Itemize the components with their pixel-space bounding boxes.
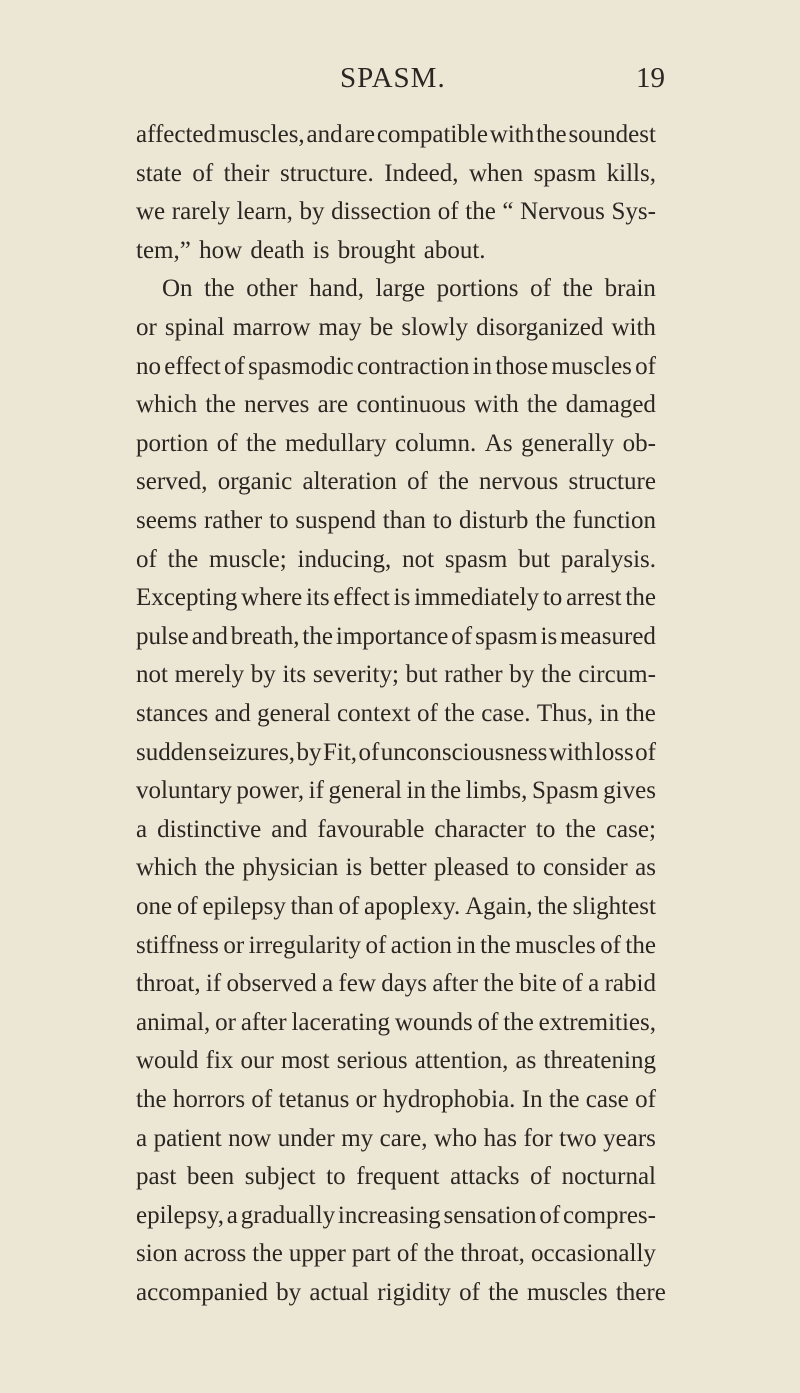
text-line: tem,” how death is brought about. <box>136 236 486 264</box>
text-line: pulse and breath, the importance of spasm is measured <box>136 622 656 650</box>
text-line: stiffness or irregularity of action in the muscles of the <box>136 931 656 959</box>
text-line: past been subject to frequent attacks of nocturnal <box>136 1163 656 1191</box>
text-line: which the nerves are continuous with the damaged <box>136 391 656 419</box>
text-line: Excepting where its effect is immediately to arrest the <box>136 584 656 612</box>
text-line: accompanied by actual rigidity of the muscles there <box>136 1279 666 1306</box>
text-line: not merely by its severity; but rather by the circum- <box>136 661 656 689</box>
text-line: one of epilepsy than of apoplexy. Again, the slightest <box>136 893 656 920</box>
text-line: throat, if observed a few days after the bite of a rabid <box>136 970 656 998</box>
text-line: sion across the upper part of the throat, occasionally <box>136 1240 656 1268</box>
text-line: or spinal marrow may be slowly disorganized with <box>136 314 656 341</box>
text-line: epilepsy, a gradually increasing sensation of compres- <box>136 1201 656 1229</box>
text-line: a distinctive and favourable character to the case; <box>136 815 656 843</box>
running-title: SPASM. <box>340 62 446 94</box>
text-line: sudden seizures, by Fit, of unconsciousness with loss of <box>136 738 656 766</box>
text-line: seems rather to suspend than to disturb the function <box>136 507 656 534</box>
text-line: would fix our most serious attention, as threatening <box>136 1047 656 1075</box>
text-line: voluntary power, if general in the limbs, Spasm gives <box>136 777 656 805</box>
text-line: affected muscles, and are compatible with the soundest <box>136 121 656 148</box>
text-line: which the physician is better pleased to consider as <box>136 854 656 882</box>
text-line: state of their structure. Indeed, when spasm kills, <box>136 159 656 187</box>
text-line: the horrors of tetanus or hydrophobia. In the case of <box>136 1086 656 1113</box>
text-line: stances and general context of the case. Thus, in the <box>136 700 656 727</box>
text-line: we rarely learn, by dissection of the “ Nervous Sys- <box>136 198 656 226</box>
text-line: no effect of spasmodic contraction in those muscles of <box>136 352 656 380</box>
text-line: portion of the medullary column. As generally ob- <box>136 429 656 457</box>
text-line: animal, or after lacerating wounds of the extremities, <box>136 1008 656 1036</box>
text-line: of the muscle; inducing, not spasm but paralysis. <box>136 545 656 573</box>
text-line: served, organic alteration of the nervous structure <box>136 468 656 496</box>
page-number: 19 <box>636 62 665 94</box>
text-line: On the other hand, large portions of the brain <box>162 275 656 303</box>
running-head <box>0 62 800 102</box>
text-line: a patient now under my care, who has for two years <box>136 1124 656 1152</box>
